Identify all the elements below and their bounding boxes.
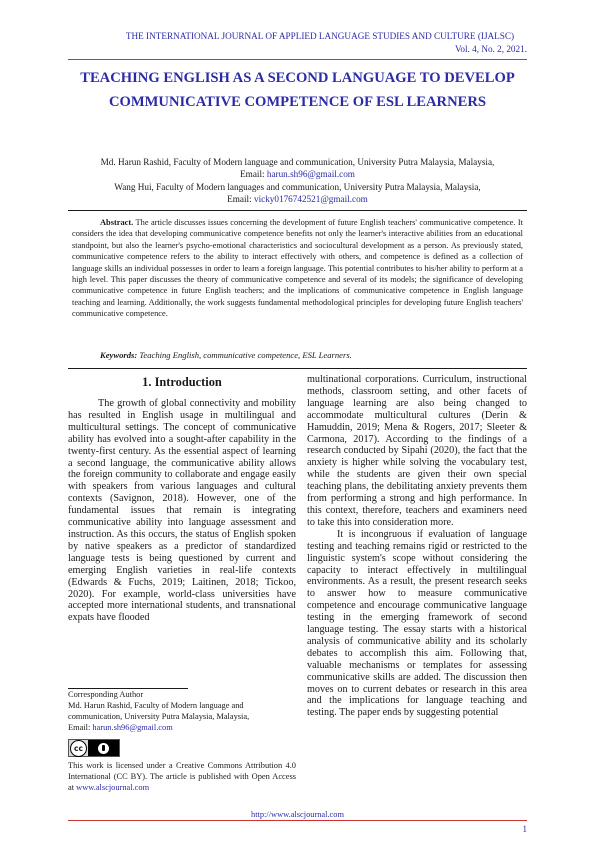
introduction-paragraph-1: The growth of global connectivity and mobility has resulted in English usage in multilingual and multicultural settings. The concept of communicative ability has evolved into a sought-after capability in the twenty-first century. As the essential aspect of learning a second language, the communicative ability allows the foreign community to collaborate and engage easily with speakers from various languages and cultural contexts (Savignon, 2018). However, one of the fundamental issues that remain is integrating communicative ability into language assessment and instruction. As this occurs, the status of English spoken by native speakers as a predictor of standardized language tests is being questioned by current and emerging English varieties in real-life contexts (Edwards & Fuchs, 2019; Laitinen, 2018; Tickoo, 2020). For example, world-class universities have accepted more international students, and transnational expats have flooded	[68, 398, 296, 624]
left-column	[68, 374, 296, 624]
introduction-paragraph-2: It is incongruous if evaluation of language testing and teaching remains rigid or restricted to the linguistic system's scope without considering the capacity to interact effectively in multilingual environments. As a result, the present research seeks to answer how to measure communicative competence and encourage communicative language testing in the emerging framework of second language testing. The essay starts with a historical analysis of communicative ability and its scholarly debates to accomplish this aim. Following that, valuable mechanisms or templates for assessing communicative skills are added. The discussion then moves on to current debates or research in this area and the implications for language teaching and testing. The paper ends by suggesting potential	[307, 528, 527, 719]
abstract-top-rule	[68, 210, 527, 211]
author-block	[68, 156, 527, 206]
keywords-text: Teaching English, communicative competence, ESL Learners.	[139, 350, 352, 360]
introduction-heading: 1. Introduction	[142, 375, 222, 389]
author-1-affiliation: Md. Harun Rashid, Faculty of Modern language and communication, University Putra Malaysia, Malaysia,	[100, 157, 495, 167]
keywords	[100, 350, 352, 360]
cc-icon: cc	[70, 740, 87, 757]
by-section	[88, 740, 119, 756]
footnote-email-link[interactable]: harun.sh96@gmail.com	[92, 723, 173, 732]
article-title: TEACHING ENGLISH AS A SECOND LANGUAGE TO DEVELOP COMMUNICATIVE COMPETENCE OF ESL LEARNERS	[80, 70, 515, 110]
footer-rule	[68, 820, 527, 821]
author-2-email-link[interactable]: vicky0176742521@gmail.com	[253, 194, 368, 205]
introduction-paragraph-1-continued: multinational corporations. Curriculum, instructional methods, classroom setting, and other facets of language learning are also being changed to accommodate multicultural cultures (Derin & Hamuddin, 2019; Mena & Rogers, 2017; Sleeter & Carmona, 2017). According to the findings of a research conducted by Sipahi (2020), the fact that the anxiety is higher while solving the vocabulary test, while the students are given their own special teaching plans, the debilitating anxiety prevents them from performing a strong and high performance. In this context, therefore, teachers and examiners need to take this into consideration more.	[307, 374, 527, 528]
license-statement: This work is licensed under a Creative Commons Attribution 4.0 International (CC BY). The article is published with Open Access at	[68, 761, 296, 792]
page-number: 1	[522, 824, 527, 834]
author-1-email-line	[68, 168, 527, 180]
author-2-affiliation: Wang Hui, Faculty of Modern languages and communication, University Putra Malaysia, Malaysia,	[114, 181, 481, 192]
footnote-email-line	[68, 722, 296, 733]
footer-url-link[interactable]: http://www.alscjournal.com	[251, 810, 344, 819]
license-text	[68, 760, 296, 793]
author-2-email-line	[68, 193, 527, 205]
cc-by-license-badge[interactable]	[68, 739, 120, 757]
author-1-email-label: Email:	[240, 169, 265, 180]
abstract-text: The article discusses issues concerning the development of future English teachers' communicative competence. It considers the idea that developing communicative competence benefits not only the learner's interactive abilities from an educational standpoint, but also the learner's psycho-emotional characteristics and sociocultural development as a person. As previously stated, communicative competence refers to the ability to interact effectively with others, and competence is defined as a collection of language skills an individual possesses in order to learn a foreign language. This potential contributes to his/her ability to perform at a high level. This paper discusses the theory of communicative competence and several of its models; the significance of developing communicative competence in future English teachers; and the implications of communicative competence in English language teaching and learning. Additionally, the work suggests fundamental methodological principles for developing future English teachers' communicative competence.	[72, 218, 523, 319]
abstract-bottom-rule	[68, 368, 527, 369]
abstract-label: Abstract.	[100, 218, 134, 227]
abstract	[72, 217, 523, 320]
author-2-email-label: Email:	[227, 194, 252, 205]
footnote-label: Corresponding Author	[68, 690, 144, 699]
corresponding-author-footnote	[68, 689, 296, 733]
footnote-email-label: Email:	[68, 723, 91, 732]
volume-issue: Vol. 4, No. 2, 2021.	[454, 44, 527, 54]
journal-name: THE INTERNATIONAL JOURNAL OF APPLIED LANGUAGE STUDIES AND CULTURE (IJALSC)	[125, 31, 515, 41]
attribution-person-icon	[98, 743, 109, 754]
footnote-name: Md. Harun Rashid, Faculty of Modern language and communication, University Putra Malaysia, Malaysia,	[68, 701, 250, 721]
license-journal-link[interactable]: www.alscjournal.com	[76, 783, 150, 792]
header-rule	[68, 59, 527, 60]
keywords-label: Keywords:	[100, 350, 138, 360]
right-column	[307, 374, 527, 719]
author-1-email-link[interactable]: harun.sh96@gmail.com	[266, 169, 355, 180]
